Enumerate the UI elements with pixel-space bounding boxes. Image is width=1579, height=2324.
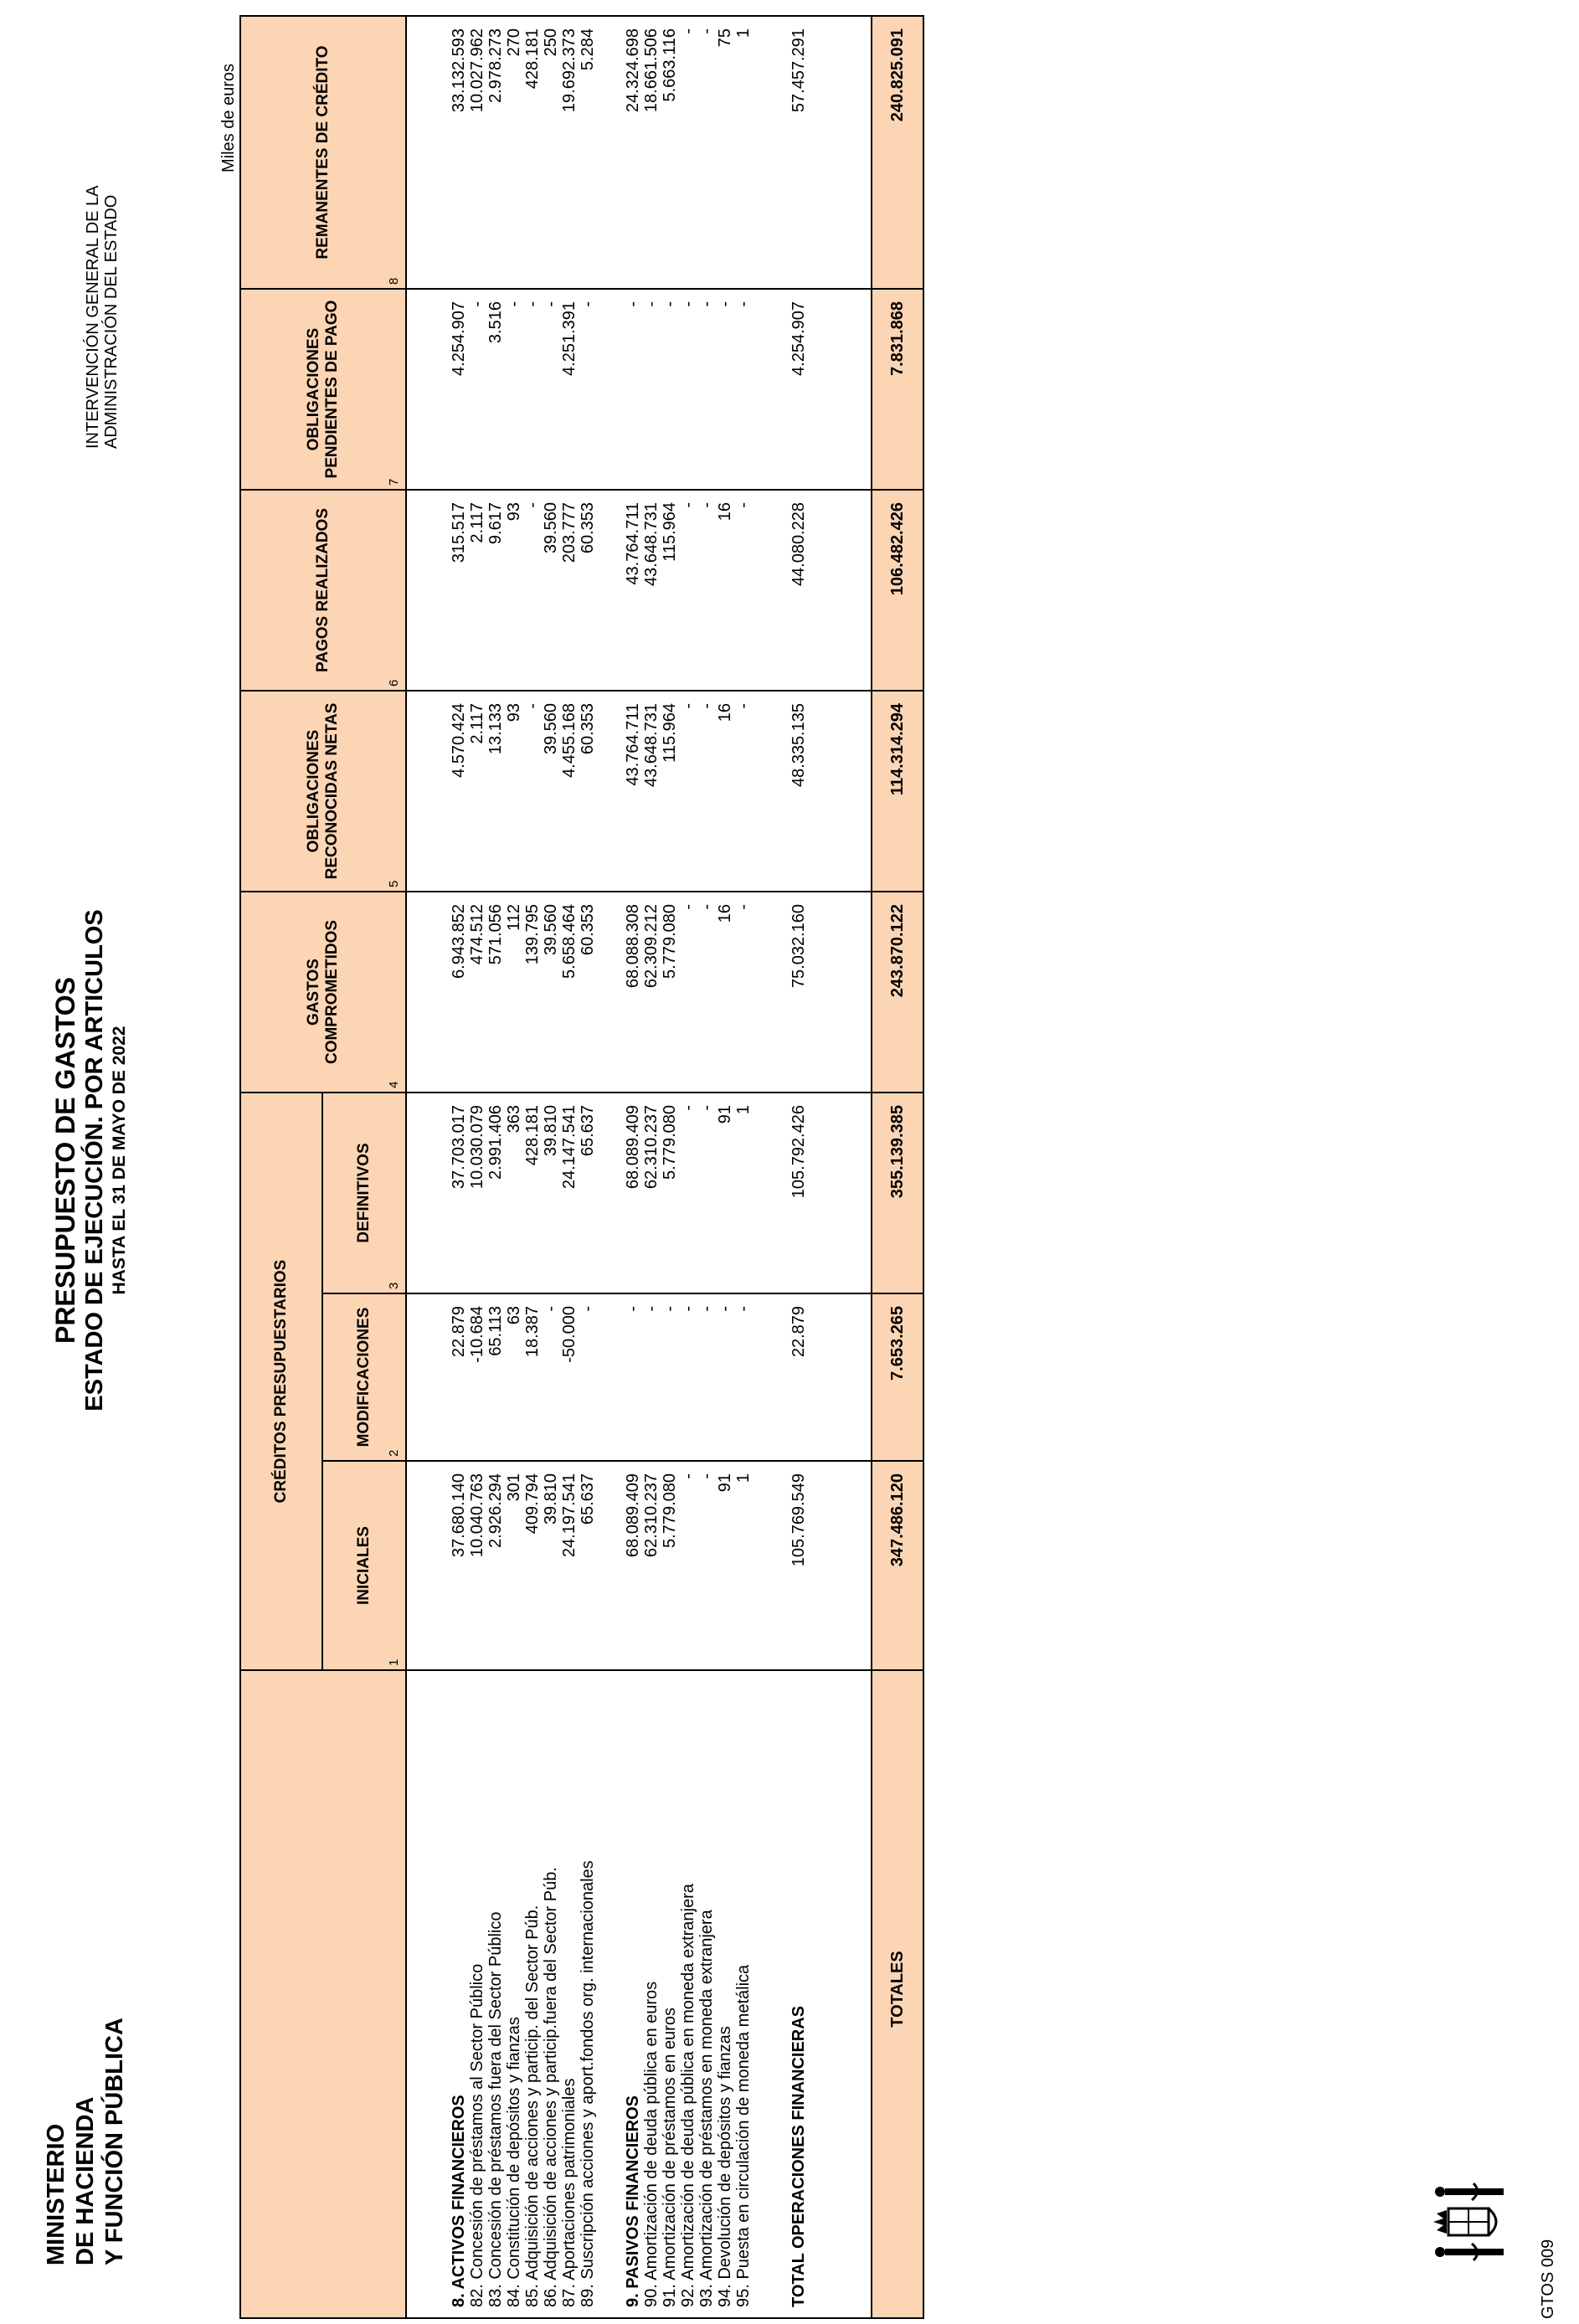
value-cell: 75.032.160	[790, 892, 808, 1093]
totals-cell: 347.486.120	[872, 1461, 923, 1670]
concept-cell: 84. Constitución de depósitos y fianzas	[505, 1670, 523, 2318]
concept-cell: 86. Adquisición de acciones y particip.fuera del Sector Púb.	[542, 1670, 560, 2318]
table-row	[486, 16, 505, 2318]
value-cell	[597, 1293, 624, 1461]
concept-cell: 90. Amortización de deuda pública en euros	[642, 1670, 661, 2318]
body-bottom-spacer	[808, 16, 872, 2318]
value-cell: -	[679, 1093, 697, 1293]
value-cell: 4.570.424	[450, 691, 468, 892]
value-cell	[597, 16, 624, 289]
value-cell	[753, 16, 790, 289]
concept-cell: 92. Amortización de deuda pública en moneda extranjera	[679, 1670, 697, 2318]
value-cell: -	[505, 289, 523, 490]
value-cell: 315.517	[450, 490, 468, 691]
value-cell	[753, 1461, 790, 1670]
table-row	[542, 16, 560, 2318]
coat-of-arms-icon	[1423, 2172, 1524, 2272]
value-cell: -	[697, 1293, 716, 1461]
value-cell: 44.080.228	[790, 490, 808, 691]
iniciales-header	[322, 1461, 406, 1670]
table-row	[661, 16, 679, 2318]
value-cell: 301	[505, 1461, 523, 1670]
value-cell: 39.560	[542, 892, 560, 1093]
value-cell: 16	[716, 892, 734, 1093]
value-cell: -	[734, 289, 753, 490]
ministry-name	[42, 2018, 130, 2265]
value-cell: 37.703.017	[450, 1093, 468, 1293]
table-row	[734, 16, 753, 2318]
value-cell: 571.056	[486, 892, 505, 1093]
value-cell: -	[697, 1461, 716, 1670]
table-row	[579, 16, 597, 2318]
value-cell: 18.387	[523, 1293, 542, 1461]
value-cell: 75	[716, 16, 734, 289]
value-cell	[597, 1461, 624, 1670]
concept-cell: 89. Suscripción acciones y aport.fondos org. internacionales	[579, 1670, 597, 2318]
value-cell: 4.254.907	[790, 289, 808, 490]
value-cell: -	[697, 1093, 716, 1293]
value-cell: 39.810	[542, 1461, 560, 1670]
value-cell: 93	[505, 691, 523, 892]
value-cell: -	[734, 691, 753, 892]
value-cell	[753, 1293, 790, 1461]
value-cell	[753, 1093, 790, 1293]
value-cell: -50.000	[560, 1293, 579, 1461]
table-row	[679, 16, 697, 2318]
concept-header	[240, 1670, 406, 2318]
column-number: 3	[387, 1282, 401, 1289]
value-cell: -	[624, 289, 642, 490]
column-number: 5	[387, 880, 401, 887]
value-cell: 62.310.237	[642, 1461, 661, 1670]
totals-row	[872, 16, 923, 2318]
value-cell: 60.353	[579, 892, 597, 1093]
totals-cell: 7.653.265	[872, 1293, 923, 1461]
concept-cell: 8. ACTIVOS FINANCIEROS	[450, 1670, 468, 2318]
value-cell: -	[716, 289, 734, 490]
value-cell	[597, 892, 624, 1093]
value-cell: 1	[734, 1093, 753, 1293]
value-cell: 474.512	[468, 892, 486, 1093]
value-cell: 10.030.079	[468, 1093, 486, 1293]
value-cell: -	[697, 16, 716, 289]
issuing-body-line: ADMINISTRACIÓN DEL ESTADO	[102, 194, 121, 449]
value-cell: -	[679, 691, 697, 892]
value-cell: 10.027.962	[468, 16, 486, 289]
value-cell	[753, 892, 790, 1093]
value-cell: 5.779.080	[661, 1461, 679, 1670]
value-cell: -	[523, 490, 542, 691]
value-cell: 62.310.237	[642, 1093, 661, 1293]
value-cell	[597, 1093, 624, 1293]
value-cell: -	[624, 1293, 642, 1461]
value-cell: -	[679, 490, 697, 691]
value-cell: -	[661, 289, 679, 490]
issuing-body	[84, 185, 121, 449]
value-cell: 39.560	[542, 490, 560, 691]
value-cell: 2.926.294	[486, 1461, 505, 1670]
value-cell: 4.251.391	[560, 289, 579, 490]
value-cell: 65.637	[579, 1093, 597, 1293]
totals-cell: 7.831.868	[872, 289, 923, 490]
value-cell: 16	[716, 490, 734, 691]
column-number: 2	[387, 1449, 401, 1457]
value-cell: 91	[716, 1093, 734, 1293]
value-cell: -	[679, 289, 697, 490]
value-cell: 112	[505, 892, 523, 1093]
title-line-2: ESTADO DE EJECUCIÓN. POR ARTICULOS	[81, 909, 108, 1411]
value-cell: 115.964	[661, 490, 679, 691]
value-cell: -	[679, 16, 697, 289]
value-cell: 270	[505, 16, 523, 289]
value-cell: 18.661.506	[642, 16, 661, 289]
value-cell: 91	[716, 1461, 734, 1670]
value-cell: 4.455.168	[560, 691, 579, 892]
value-cell: 48.335.135	[790, 691, 808, 892]
concept-cell: 94. Devolución de depósitos y fianzas	[716, 1670, 734, 2318]
value-cell: 1	[734, 1461, 753, 1670]
column-number: 1	[387, 1658, 401, 1666]
concept-cell: 91. Amortización de préstamos en euros	[661, 1670, 679, 2318]
modificaciones-header	[322, 1293, 406, 1461]
pendientes-label: OBLIGACIONES PENDIENTES DE PAGO	[305, 300, 341, 479]
obligaciones-header	[240, 691, 406, 892]
issuing-body-line: INTERVENCIÓN GENERAL DE LA	[84, 185, 102, 449]
value-cell: 60.353	[579, 691, 597, 892]
units-label: Miles de euros	[219, 63, 238, 172]
value-cell: 105.792.426	[790, 1093, 808, 1293]
value-cell: -	[579, 1293, 597, 1461]
value-cell: -	[661, 1293, 679, 1461]
value-cell: 43.648.731	[642, 691, 661, 892]
value-cell: -	[697, 490, 716, 691]
value-cell: 43.764.711	[624, 490, 642, 691]
table-row	[716, 16, 734, 2318]
concept-cell: 9. PASIVOS FINANCIEROS	[624, 1670, 642, 2318]
definitivos-header	[322, 1093, 406, 1293]
value-cell	[753, 289, 790, 490]
value-cell: -	[642, 289, 661, 490]
value-cell: 57.457.291	[790, 16, 808, 289]
value-cell: -	[542, 289, 560, 490]
value-cell: 105.769.549	[790, 1461, 808, 1670]
value-cell: -	[734, 1293, 753, 1461]
table-body	[406, 16, 808, 2318]
concept-cell: 82. Concesión de préstamos al Sector Público	[468, 1670, 486, 2318]
value-cell: 63	[505, 1293, 523, 1461]
value-cell: -	[679, 892, 697, 1093]
value-cell	[753, 490, 790, 691]
remanentes-label: REMANENTES DE CRÉDITO	[314, 45, 332, 260]
value-cell: 37.680.140	[450, 1461, 468, 1670]
value-cell	[597, 490, 624, 691]
value-cell: 65.637	[579, 1461, 597, 1670]
column-number: 6	[387, 679, 401, 686]
value-cell: 5.658.464	[560, 892, 579, 1093]
value-cell: 203.777	[560, 490, 579, 691]
value-cell: -	[468, 289, 486, 490]
spacer-row	[597, 16, 624, 2318]
value-cell: 93	[505, 490, 523, 691]
value-cell: -	[697, 892, 716, 1093]
form-code: GTOS 009	[1539, 2239, 1557, 2319]
value-cell: 2.978.273	[486, 16, 505, 289]
value-cell: 16	[716, 691, 734, 892]
value-cell: 3.516	[486, 289, 505, 490]
value-cell: -10.684	[468, 1293, 486, 1461]
body-top-spacer	[406, 16, 450, 2318]
table-row	[450, 16, 468, 2318]
value-cell: 428.181	[523, 16, 542, 289]
title-line-3: HASTA EL 31 DE MAYO DE 2022	[110, 1026, 129, 1295]
value-cell: 2.117	[468, 691, 486, 892]
value-cell: -	[542, 1293, 560, 1461]
value-cell: 68.089.409	[624, 1461, 642, 1670]
value-cell: 65.113	[486, 1293, 505, 1461]
value-cell: 1	[734, 16, 753, 289]
value-cell: -	[734, 490, 753, 691]
value-cell: 39.560	[542, 691, 560, 892]
table-row	[560, 16, 579, 2318]
concept-cell	[753, 1670, 790, 2318]
value-cell: -	[523, 289, 542, 490]
value-cell: 62.309.212	[642, 892, 661, 1093]
value-cell: 428.181	[523, 1093, 542, 1293]
value-cell	[753, 691, 790, 892]
value-cell: 5.779.080	[661, 892, 679, 1093]
value-cell	[597, 691, 624, 892]
pendientes-header	[240, 289, 406, 490]
table-row	[642, 16, 661, 2318]
value-cell: 10.040.763	[468, 1461, 486, 1670]
totals-label: TOTALES	[872, 1670, 923, 2318]
table-row	[624, 16, 642, 2318]
value-cell: -	[697, 289, 716, 490]
value-cell: 68.088.308	[624, 892, 642, 1093]
column-number: 4	[387, 1081, 401, 1088]
concept-cell: 95. Puesta en circulación de moneda metálica	[734, 1670, 753, 2318]
concept-cell: 83. Concesión de préstamos fuera del Sector Público	[486, 1670, 505, 2318]
value-cell: 250	[542, 16, 560, 289]
table-row	[697, 16, 716, 2318]
value-cell: -	[523, 691, 542, 892]
pagos-header	[240, 490, 406, 691]
obligaciones-label: OBLIGACIONES RECONOCIDAS NETAS	[305, 702, 341, 880]
value-cell: 115.964	[661, 691, 679, 892]
value-cell: 409.794	[523, 1461, 542, 1670]
modificaciones-label: MODIFICACIONES	[355, 1307, 373, 1447]
comprometidos-header	[240, 892, 406, 1093]
column-number: 8	[387, 277, 401, 285]
creditos-header: CRÉDITOS PRESUPUESTARIOS	[240, 1093, 322, 1670]
value-cell: 39.810	[542, 1093, 560, 1293]
value-cell: 363	[505, 1093, 523, 1293]
definitivos-label: DEFINITIVOS	[355, 1143, 373, 1243]
totals-cell: 355.139.385	[872, 1093, 923, 1293]
column-number: 7	[387, 478, 401, 486]
concept-cell: 87. Aportaciones patrimoniales	[560, 1670, 579, 2318]
ministry-line: DE HACIENDA	[72, 2096, 99, 2265]
totals-cell: 114.314.294	[872, 691, 923, 892]
value-cell: 22.879	[790, 1293, 808, 1461]
value-cell: 24.324.698	[624, 16, 642, 289]
concept-cell	[597, 1670, 624, 2318]
totals-cell: 106.482.426	[872, 490, 923, 691]
table-row	[790, 16, 808, 2318]
value-cell: 5.779.080	[661, 1093, 679, 1293]
value-cell: 6.943.852	[450, 892, 468, 1093]
value-cell: -	[734, 892, 753, 1093]
value-cell: 43.764.711	[624, 691, 642, 892]
value-cell: -	[697, 691, 716, 892]
value-cell: 24.147.541	[560, 1093, 579, 1293]
comprometidos-label: GASTOS COMPROMETIDOS	[305, 919, 341, 1065]
value-cell: 5.663.116	[661, 16, 679, 289]
value-cell: 4.254.907	[450, 289, 468, 490]
value-cell: 33.132.593	[450, 16, 468, 289]
value-cell	[597, 289, 624, 490]
value-cell: 24.197.541	[560, 1461, 579, 1670]
table-row	[523, 16, 542, 2318]
concept-cell: 85. Adquisición de acciones y particip. del Sector Púb.	[523, 1670, 542, 2318]
table-row	[505, 16, 523, 2318]
title-line-1: PRESUPUESTO DE GASTOS	[50, 976, 80, 1345]
budget-execution-table	[239, 15, 924, 2319]
spacer-row	[753, 16, 790, 2318]
value-cell: 60.353	[579, 490, 597, 691]
concept-cell: TOTAL OPERACIONES FINANCIERAS	[790, 1670, 808, 2318]
value-cell: 22.879	[450, 1293, 468, 1461]
value-cell: -	[642, 1293, 661, 1461]
report-title	[50, 842, 131, 1478]
value-cell: 43.648.731	[642, 490, 661, 691]
totals-cell: 243.870.122	[872, 892, 923, 1093]
value-cell: 19.692.373	[560, 16, 579, 289]
value-cell: 139.795	[523, 892, 542, 1093]
iniciales-label: INICIALES	[355, 1526, 373, 1605]
value-cell: -	[679, 1293, 697, 1461]
value-cell: -	[716, 1293, 734, 1461]
ministry-line: MINISTERIO	[43, 2123, 69, 2265]
totals-cell: 240.825.091	[872, 16, 923, 289]
remanentes-header	[240, 16, 406, 289]
pagos-label: PAGOS REALIZADOS	[314, 508, 332, 672]
value-cell: 2.117	[468, 490, 486, 691]
value-cell: -	[579, 289, 597, 490]
ministry-line: Y FUNCIÓN PÚBLICA	[101, 2018, 128, 2265]
value-cell: 9.617	[486, 490, 505, 691]
value-cell: 13.133	[486, 691, 505, 892]
value-cell: 5.284	[579, 16, 597, 289]
value-cell: -	[679, 1461, 697, 1670]
value-cell: 68.089.409	[624, 1093, 642, 1293]
concept-cell: 93. Amortización de préstamos en moneda extranjera	[697, 1670, 716, 2318]
table-row	[468, 16, 486, 2318]
value-cell: 2.991.406	[486, 1093, 505, 1293]
